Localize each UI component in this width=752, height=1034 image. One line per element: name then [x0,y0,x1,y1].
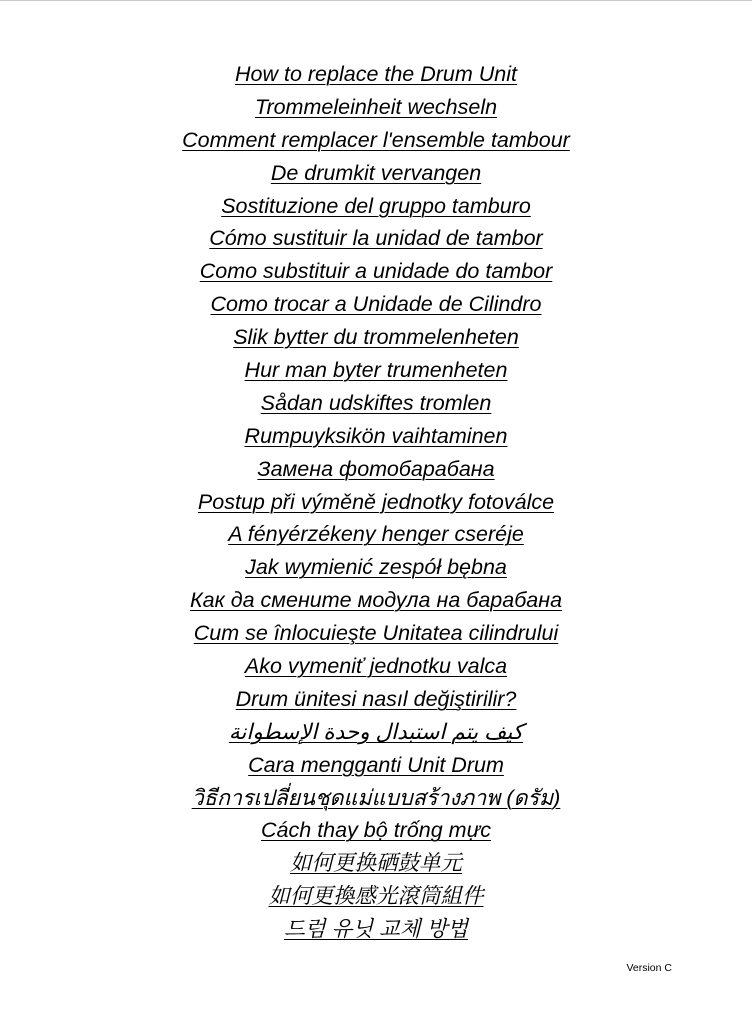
link-german[interactable]: Trommeleinheit wechseln [254,94,498,119]
link-russian[interactable]: Замена фотобарабана [257,456,495,481]
link-thai[interactable]: วิธีการเปลี่ยนชุดแม่แบบสร้างภาพ (ดรัม) [191,785,561,810]
version-label: Version C [626,962,672,974]
link-czech[interactable]: Postup při výměně jednotky fotoválce [197,489,555,514]
list-item [0,321,752,354]
link-portuguese-brazil[interactable]: Como trocar a Unidade de Cilindro [210,292,542,317]
link-finnish[interactable]: Rumpuyksikön vaihtaminen [244,423,508,448]
list-item [0,749,752,782]
link-danish[interactable]: Sådan udskiftes tromlen [260,390,492,415]
list-item [0,453,752,486]
link-norwegian[interactable]: Slik bytter du trommelenheten [233,325,519,350]
list-item [0,518,752,551]
list-item [0,584,752,617]
link-hungarian[interactable]: A fényérzékeny henger cseréje [228,522,524,547]
list-item [0,486,752,519]
link-french[interactable]: Comment remplacer l'ensemble tambour [182,127,570,152]
list-item [0,91,752,124]
link-korean[interactable]: 드럼 유닛 교체 방법 [283,917,469,942]
list-item [0,124,752,157]
list-item [0,255,752,288]
list-item [0,617,752,650]
link-italian[interactable]: Sostituzione del gruppo tamburo [221,193,531,218]
list-item [0,288,752,321]
list-item [0,814,752,847]
list-item [0,222,752,255]
list-item [0,650,752,683]
link-english[interactable]: How to replace the Drum Unit [235,62,517,86]
link-vietnamese[interactable]: Cách thay bộ trống mực [261,818,491,843]
link-spanish[interactable]: Cómo sustituir la unidad de tambor [209,226,543,251]
link-portuguese[interactable]: Como substituir a unidade do tambor [199,259,553,284]
link-arabic[interactable]: كيف يتم استبدال وحدة الإسطوانة [228,719,524,744]
link-dutch[interactable]: De drumkit vervangen [270,160,482,185]
link-slovak[interactable]: Ako vymeniť jednotku valca [244,654,508,679]
list-item [0,420,752,453]
list-item [0,387,752,420]
list-item [0,913,752,946]
list-item [0,58,752,91]
list-item [0,880,752,913]
list-item [0,551,752,584]
link-chinese-traditional[interactable]: 如何更換感光滾筒組件 [268,884,484,909]
link-indonesian[interactable]: Cara mengganti Unit Drum [248,752,504,777]
link-polish[interactable]: Jak wymienić zespół bębna [245,555,507,580]
list-item [0,847,752,880]
link-bulgarian[interactable]: Как да смените модула на барабана [189,588,563,613]
list-item [0,354,752,387]
list-item [0,683,752,716]
link-chinese-simplified[interactable]: 如何更换硒鼓单元 [289,851,462,876]
top-border [0,0,752,1]
list-item [0,157,752,190]
link-turkish[interactable]: Drum ünitesi nasıl değiştirilir? [235,686,517,711]
link-swedish[interactable]: Hur man byter trumenheten [244,358,508,383]
list-item [0,782,752,815]
list-item [0,716,752,749]
language-link-list [0,58,752,946]
link-romanian[interactable]: Cum se înlocuieşte Unitatea cilindrului [193,621,559,646]
list-item [0,190,752,223]
